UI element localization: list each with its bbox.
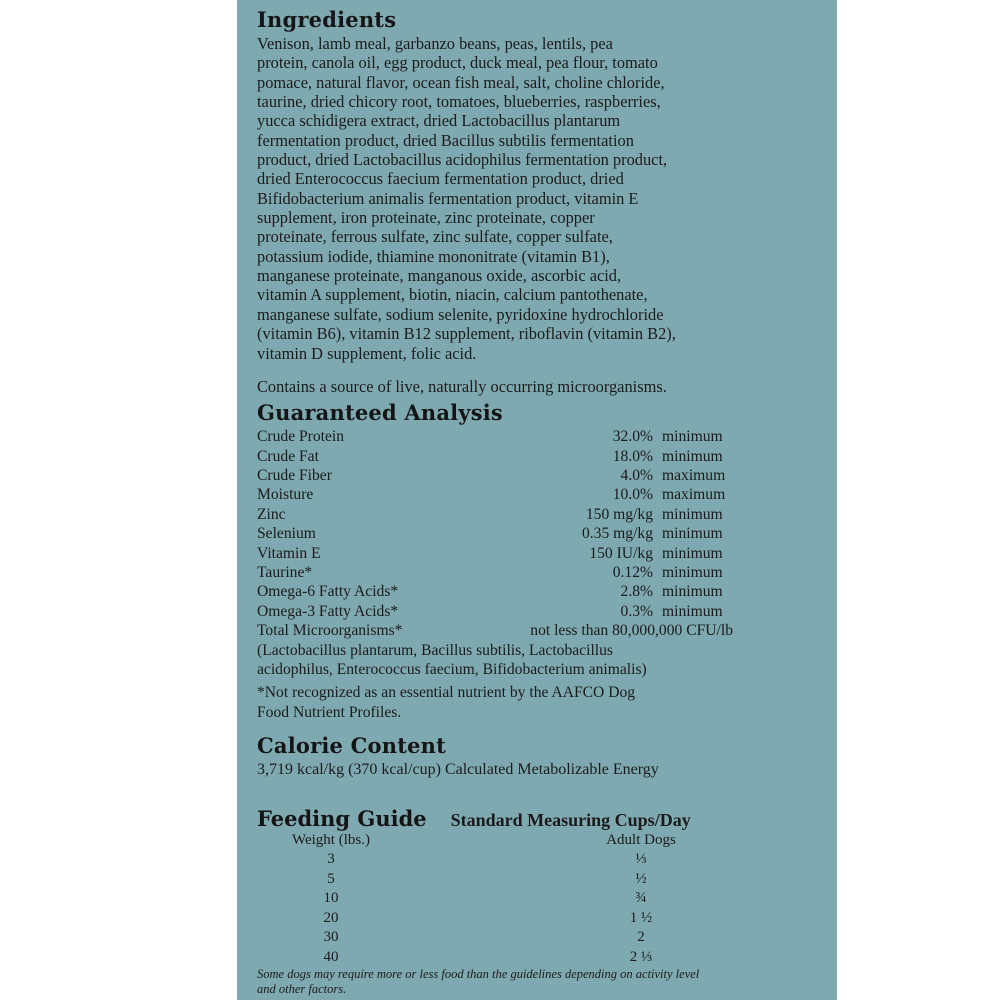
cups-value: 1 ½ [629, 909, 653, 926]
analysis-row [257, 505, 817, 524]
nutrient-qualifier: minimum [662, 447, 723, 465]
ingredients-line: taurine, dried chicory root, tomatoes, blueberries, raspberries, [257, 92, 661, 112]
ingredients-line: yucca schidigera extract, dried Lactobacillus plantarum [257, 111, 621, 131]
aafco-footnote-line: *Not recognized as an essential nutrient by the AAFCO Dog [257, 684, 636, 702]
nutrient-name: Zinc [257, 505, 286, 523]
weight-value: 20 [323, 909, 339, 926]
nutrient-qualifier: minimum [662, 544, 723, 562]
feeding-row [257, 889, 817, 909]
ingredients-line: product, dried Lactobacillus acidophilus fermentation product, [257, 150, 668, 170]
ingredients-line: (vitamin B6), vitamin B12 supplement, riboflavin (vitamin B2), [257, 324, 676, 344]
microorganisms-note: Contains a source of live, naturally occurring microorganisms. [257, 376, 667, 396]
ingredients-line: manganese sulfate, sodium selenite, pyridoxine hydrochloride [257, 304, 664, 324]
analysis-row [257, 524, 817, 543]
nutrient-name: Crude Fiber [257, 467, 332, 484]
feeding-heading: Feeding Guide [257, 805, 427, 831]
nutrient-qualifier: maximum [662, 486, 726, 504]
analysis-row [257, 563, 817, 582]
analysis-row [257, 602, 817, 621]
analysis-row [257, 427, 817, 446]
analysis-row-microorganisms [257, 621, 817, 640]
ingredients-line: protein, canola oil, egg product, duck meal, pea flour, tomato [257, 53, 658, 73]
nutrient-qualifier: minimum [662, 428, 723, 446]
analysis-row [257, 582, 817, 601]
ingredients-line: dried Enterococcus faecium fermentation product, dried [257, 169, 624, 189]
nutrient-name: Selenium [257, 525, 316, 543]
feeding-row [257, 850, 817, 870]
aafco-footnote-line: Food Nutrient Profiles. [257, 704, 402, 722]
nutrient-value: 150 IU/kg [589, 544, 653, 562]
nutrient-value: not less than 80,000,000 CFU/lb [530, 622, 733, 640]
feeding-row [257, 928, 817, 948]
nutrient-name: Moisture [257, 486, 314, 504]
feeding-row [257, 909, 817, 929]
calorie-heading: Calorie Content [257, 732, 447, 758]
nutrient-name: Crude Fat [257, 447, 319, 465]
weight-value: 40 [323, 948, 339, 965]
feeding-table [257, 831, 817, 968]
feeding-subheading: Standard Measuring Cups/Day [450, 809, 691, 830]
cups-value: ¾ [635, 890, 647, 907]
microorganism-list-line: acidophilus, Enterococcus faecium, Bifidobacterium animalis) [257, 661, 647, 679]
nutrient-value: 2.8% [620, 583, 653, 601]
ingredients-line: fermentation product, dried Bacillus subtilis fermentation [257, 130, 634, 150]
weight-value: 5 [327, 870, 335, 887]
ingredients-line: potassium iodide, thiamine mononitrate (vitamin B1), [257, 246, 610, 266]
nutrient-name: Omega-3 Fatty Acids* [257, 602, 399, 620]
nutrient-name: Omega-6 Fatty Acids* [257, 583, 399, 601]
ingredients-text [257, 34, 817, 363]
nutrient-name: Total Microorganisms* [257, 622, 403, 640]
ingredients-line: pomace, natural flavor, ocean fish meal, salt, choline chloride, [257, 72, 665, 92]
feeding-row [257, 870, 817, 890]
nutrient-value: 18.0% [612, 447, 653, 465]
nutrient-value: 0.3% [620, 602, 653, 620]
calorie-text: 3,719 kcal/kg (370 kcal/cup) Calculated Metabolizable Energy [257, 760, 659, 778]
label-panel [237, 0, 837, 1000]
weight-value: 3 [327, 851, 335, 868]
nutrient-qualifier: minimum [662, 525, 723, 543]
ingredients-line: supplement, iron proteinate, zinc proteinate, copper [257, 208, 595, 228]
nutrient-qualifier: minimum [662, 602, 723, 620]
nutrient-value: 32.0% [612, 428, 653, 446]
analysis-row [257, 447, 817, 466]
nutrient-value: 0.12% [612, 564, 653, 582]
feeding-column-headers [257, 831, 817, 851]
feeding-note-line: Some dogs may require more or less food than the guidelines depending on activity level [257, 967, 700, 982]
nutrient-value: 0.35 mg/kg [581, 525, 653, 543]
nutrient-name: Crude Protein [257, 428, 345, 446]
microorganism-list-line: (Lactobacillus plantarum, Bacillus subtilis, Lactobacillus [257, 641, 613, 659]
nutrient-name: Vitamin E [257, 544, 321, 562]
label-content [257, 6, 817, 997]
nutrient-qualifier: maximum [662, 467, 726, 484]
weight-value: 30 [323, 929, 339, 946]
cups-value: ½ [635, 870, 647, 887]
nutrient-qualifier: minimum [662, 505, 723, 523]
ingredients-heading: Ingredients [257, 7, 397, 32]
analysis-table [257, 427, 817, 679]
ingredients-line: proteinate, ferrous sulfate, zinc sulfate, copper sulfate, [257, 227, 613, 247]
nutrient-name: Taurine* [257, 564, 313, 582]
nutrient-value: 4.0% [620, 467, 653, 484]
cups-value: 2 ⅓ [629, 948, 653, 965]
ingredients-line: vitamin D supplement, folic acid. [257, 343, 477, 363]
weight-value: 10 [323, 890, 339, 907]
analysis-row [257, 485, 817, 504]
analysis-row [257, 544, 817, 563]
feeding-header [257, 806, 817, 831]
ingredients-line: Venison, lamb meal, garbanzo beans, peas, lentils, pea [257, 34, 613, 53]
cups-value: 2 [637, 929, 645, 946]
feeding-row [257, 948, 817, 968]
weight-column-header: Weight (lbs.) [292, 831, 370, 848]
cups-value: ⅓ [635, 851, 647, 868]
nutrient-value: 150 mg/kg [585, 505, 653, 523]
analysis-heading: Guaranteed Analysis [257, 400, 503, 426]
ingredients-line: vitamin A supplement, biotin, niacin, calcium pantothenate, [257, 285, 648, 305]
analysis-row [257, 466, 817, 485]
cups-column-header: Adult Dogs [606, 831, 676, 848]
nutrient-qualifier: minimum [662, 564, 723, 582]
ingredients-line: Bifidobacterium animalis fermentation product, vitamin E [257, 188, 639, 208]
ingredients-line: manganese proteinate, manganous oxide, ascorbic acid, [257, 266, 622, 286]
nutrient-qualifier: minimum [662, 583, 723, 601]
nutrient-value: 10.0% [612, 486, 653, 504]
feeding-note-line: and other factors. [257, 982, 347, 997]
